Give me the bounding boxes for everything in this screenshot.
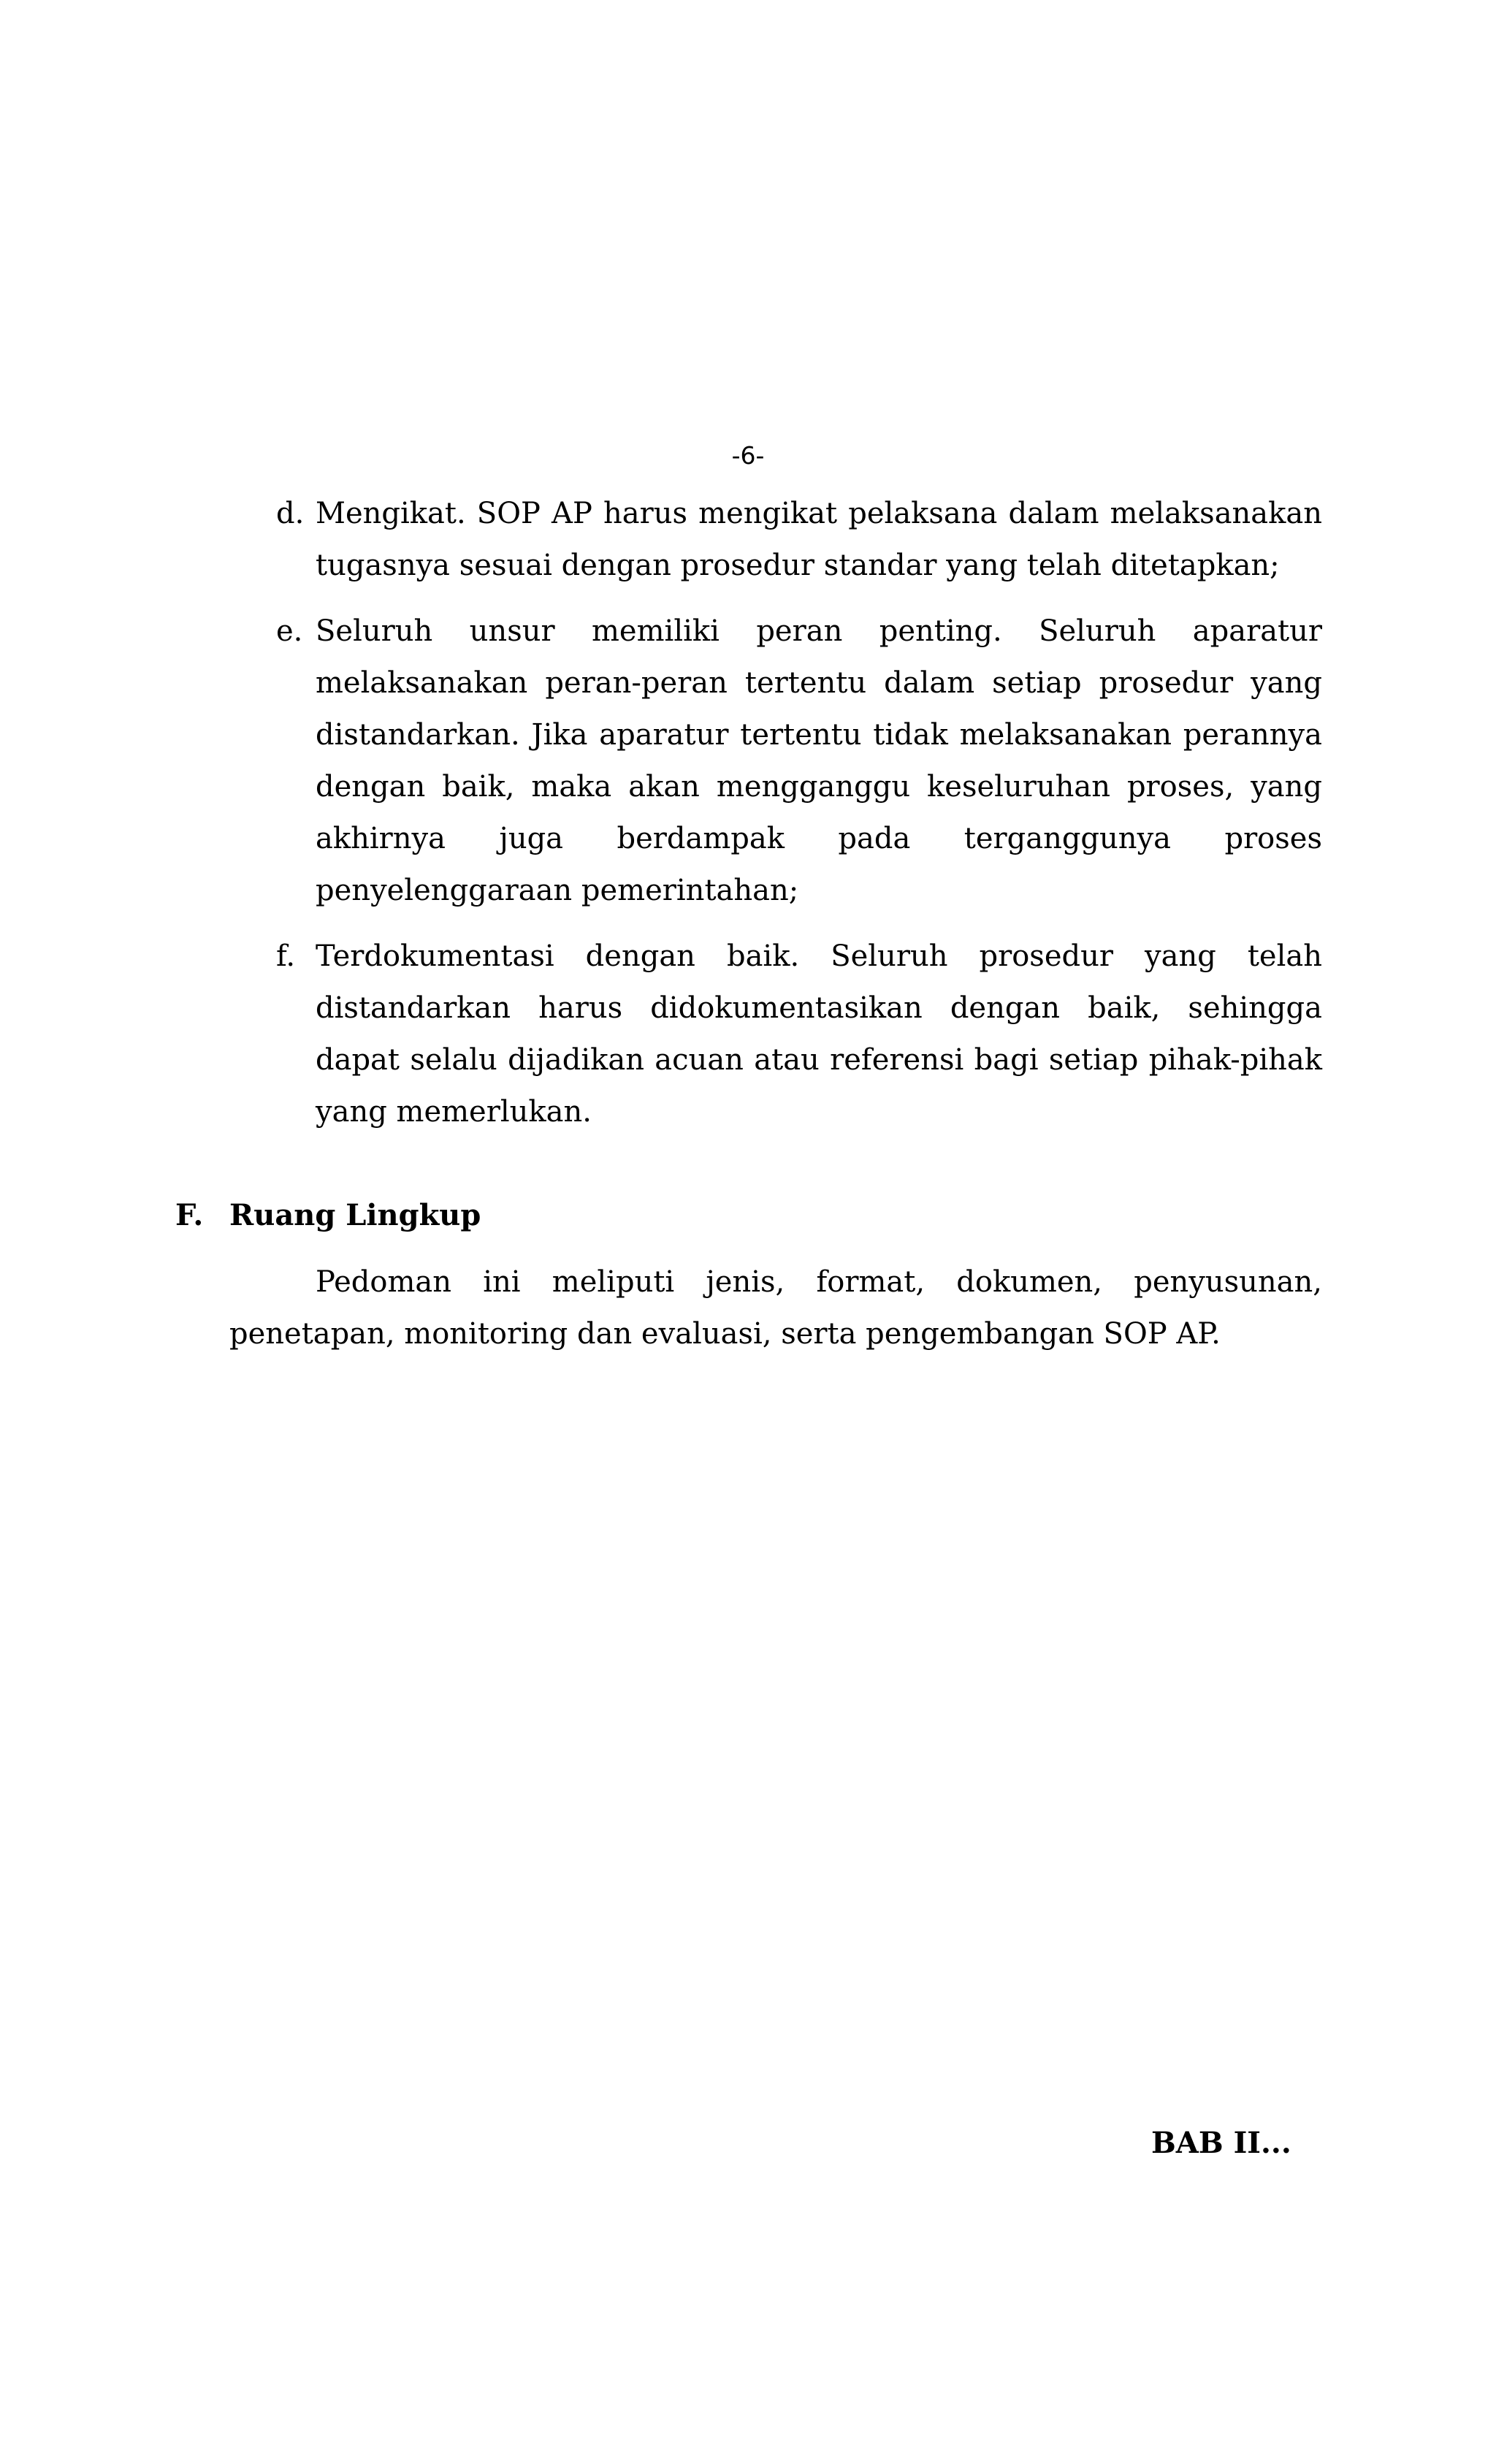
section-letter: F. (175, 1198, 204, 1232)
list-marker: e. (276, 614, 303, 648)
section-paragraph: Pedoman ini meliputi jenis, format, dokumen, penyusunan, penetapan, monitoring dan evaluasi, serta pengembangan SOP AP. (229, 1265, 1322, 1351)
section-heading (175, 1189, 481, 1241)
criteria-list (276, 488, 1322, 1152)
list-item-text: Terdokumentasi dengan baik. Seluruh prosedur yang telah distandarkan harus didokumentasikan dengan baik, sehingga dapat selalu dijadikan acuan atau referensi bagi setiap pihak-pihak yang memerlukan. (316, 939, 1322, 1129)
continuation-marker: BAB II... (1151, 2126, 1291, 2160)
section-title: Ruang Lingkup (229, 1198, 481, 1232)
list-item-e (276, 606, 1322, 917)
list-item-f (276, 931, 1322, 1138)
page-number: -6- (731, 441, 765, 470)
list-item-text: Seluruh unsur memiliki peran penting. Seluruh aparatur melaksanakan peran-peran tertentu dalam setiap prosedur yang distandarkan. Jika aparatur tertentu tidak melaksanakan perannya dengan baik, maka akan mengganggu keseluruhan proses, yang akhirnya juga berdampak pada terganggunya proses penyelenggaraan pemerintahan; (316, 614, 1322, 907)
list-marker: f. (276, 939, 296, 973)
list-marker: d. (276, 497, 305, 530)
list-item-d (276, 488, 1322, 592)
list-item-text: Mengikat. SOP AP harus mengikat pelaksana dalam melaksanakan tugasnya sesuai dengan prosedur standar yang telah ditetapkan; (316, 497, 1322, 582)
